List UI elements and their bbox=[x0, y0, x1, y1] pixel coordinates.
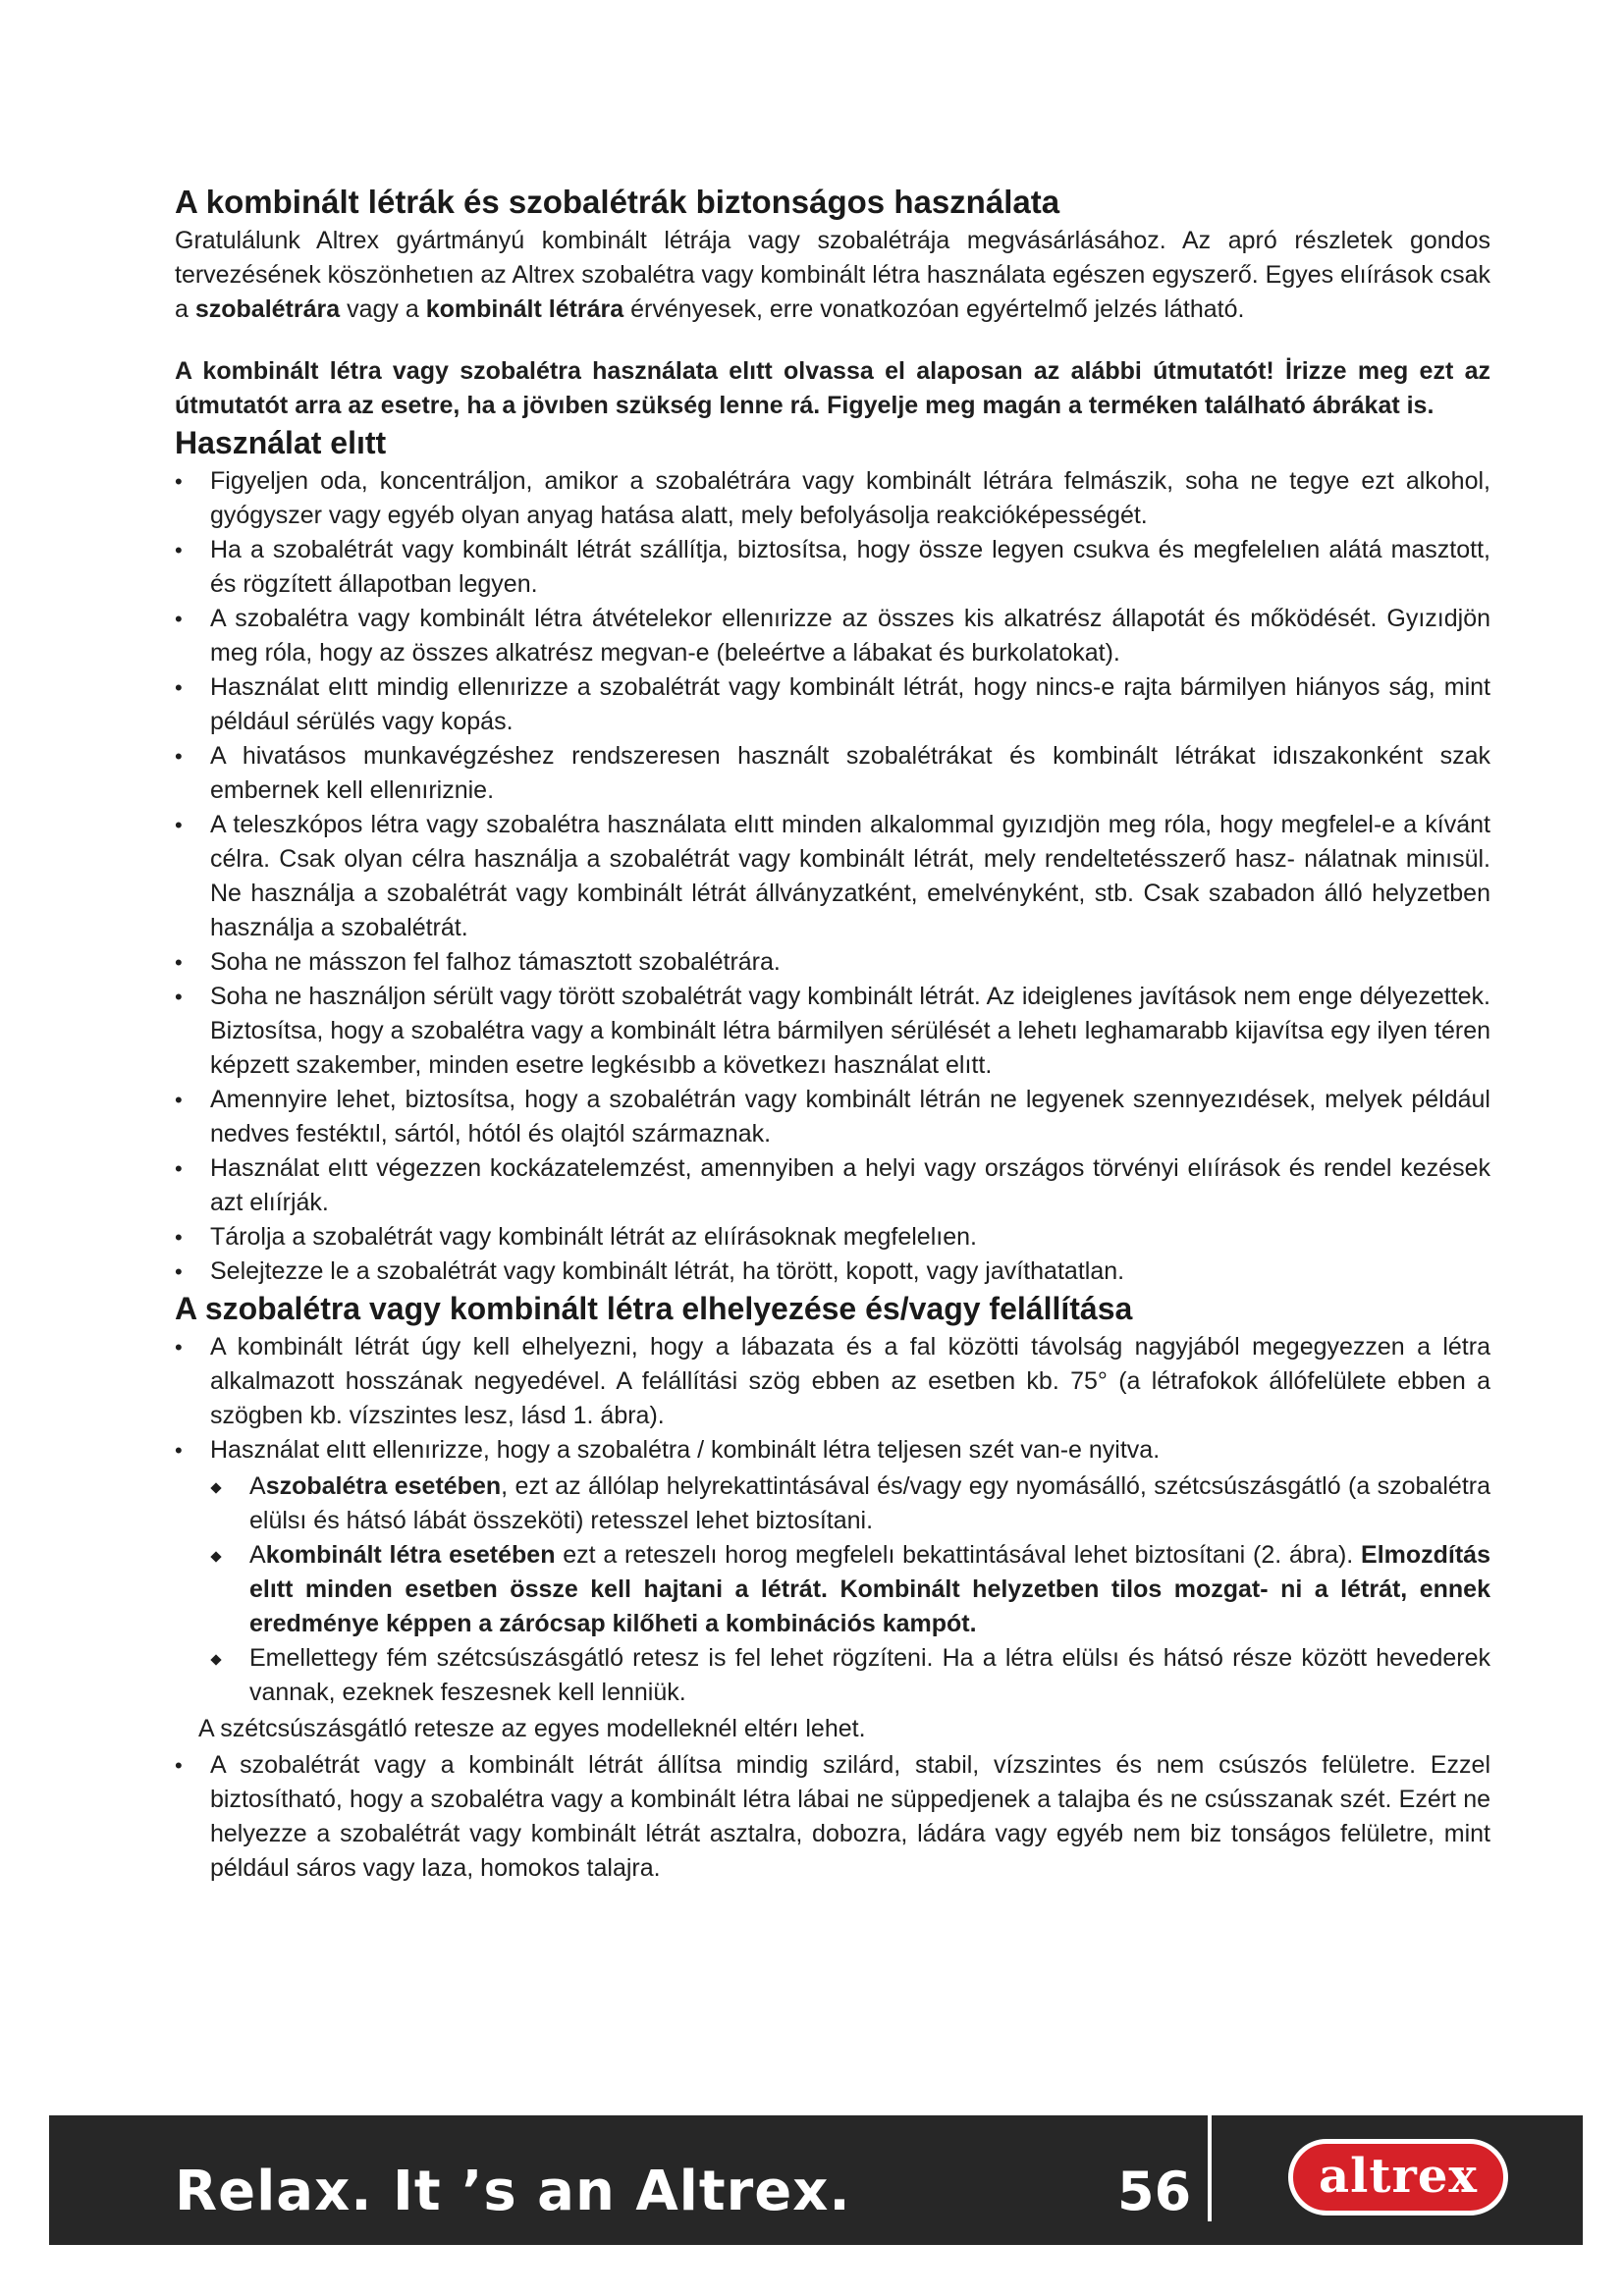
sub-item-bold: kombinált létra esetében bbox=[265, 1541, 556, 1569]
intro-text-end: érvényesek, erre vonatkozóan egyértelmő jelzés látható. bbox=[630, 295, 1245, 323]
list-item: • A teleszkópos létra vagy szobalétra használata elıtt minden alkalommal gyızıdjön meg róla, hogy megfelel-e a kívánt célra. Csak olyan célra használja a szobalétrát vagy kombinált létrát, mely rendeltetésszerő hasz- nálatnak minısül. Ne használja a szobalétrát vagy kombinált létrát állványzatként, emelvényként, stb. Csak szabadon álló helyzetben használja a szobalétrát. bbox=[175, 808, 1490, 945]
notice-paragraph: A kombinált létra vagy szobalétra használata elıtt olvassa el alaposan az alábbi útmutatót! İrizze meg ezt az útmutatót arra az esetre, ha a jövıben szükség lenne rá. Figyelje meg magán a terméken található ábrákat is. bbox=[175, 357, 1490, 419]
footer-divider bbox=[1208, 2115, 1212, 2221]
before-use-list bbox=[175, 464, 1490, 1289]
sub-item-prefix: A bbox=[249, 1472, 266, 1500]
altrex-logo bbox=[1288, 2139, 1508, 2216]
sub-item-text: , ezt az állólap helyrekattintásával és/vagy egy nyomásálló, szétcsúszásgátló (a szobalétra elülsı és hátsó lábát összeköti) retesszel lehet biztosítani. bbox=[249, 1472, 1490, 1534]
intro-text-mid: vagy a bbox=[347, 295, 419, 323]
sub-list-item bbox=[249, 1641, 1490, 1710]
list-item bbox=[175, 1433, 1490, 1468]
intro-paragraph bbox=[175, 224, 1490, 327]
page-number: 56 bbox=[1117, 2161, 1192, 2222]
footer-bar bbox=[49, 2115, 1583, 2245]
list-item: • A szobalétra vagy kombinált létra átvételekor ellenırizze az összes kis alkatrész állapotát és mőködését. Gyızıdjön meg róla, hogy az összes alkatrész megvan-e (beleértve a lábakat és burkolatokat). bbox=[175, 602, 1490, 670]
list-item: • Tárolja a szobalétrát vagy kombinált létrát az elıírásoknak megfelelıen. bbox=[175, 1220, 1490, 1255]
list-item: • A kombinált létrát úgy kell elhelyezni, hogy a lábazata és a fal közötti távolság nagyjából megegyezzen a létra alkalmazott hosszának negyedével. A felállítási szög ebben az esetben kb. 75° (a létrafokok állófelülete ebben a szögben kb. vízszintes lesz, lásd 1. ábra). bbox=[175, 1330, 1490, 1433]
placement-sub-list bbox=[175, 1469, 1490, 1710]
list-item: • Soha ne másszon fel falhoz támasztott szobalétrára. bbox=[175, 945, 1490, 980]
list-item: • Figyeljen oda, koncentráljon, amikor a szobalétrára vagy kombinált létrára felmászik, soha ne tegye ezt alkohol, gyógyszer vagy egyéb olyan anyag hatása alatt, mely befolyásolja reakcióképességét. bbox=[175, 464, 1490, 533]
sub-item-text: ezt a reteszelı horog megfelelı bekattintásával lehet biztosítani (2. ábra). bbox=[555, 1541, 1354, 1569]
sub-list-item bbox=[249, 1469, 1490, 1538]
list-item: • A hivatásos munkavégzéshez rendszeresen használt szobalétrákat és kombinált létrákat idıszakonként szak embernek kell ellenıriznie. bbox=[175, 739, 1490, 808]
logo-text: altrex bbox=[1319, 2149, 1478, 2204]
footer-slogan: Relax. It ’s an Altrex. bbox=[175, 2160, 851, 2223]
sub-item-bold: szobalétra esetében bbox=[265, 1472, 502, 1500]
page-title: A kombinált létrák és szobalétrák biztonságos használata bbox=[175, 184, 1060, 220]
diamond-bullet-icon bbox=[210, 1551, 221, 1562]
list-item: • Használat elıtt végezzen kockázatelemzést, amennyiben a helyi vagy országos törvényi elıírások és rendel kezések azt elıírják. bbox=[175, 1151, 1490, 1220]
list-item: • Soha ne használjon sérült vagy törött szobalétrát vagy kombinált létrát. Az ideiglenes javítások nem enge délyezettek. Biztosítsa, hogy a szobalétra vagy a kombinált létra bármilyen sérülését a lehetı leghamarabb kijavítsa egy ilyen téren képzett szakember, minden esetre legkésıbb a következı használat elıtt. bbox=[175, 980, 1490, 1083]
intro-text: Gratulálunk Altrex gyártmányú kombinált létrája vagy szobalétrája megvásárlásához. Az apró részletek gondos tervezésének köszönhetıen az Altrex szobalétra vagy kombinált létra használata egészen egyszerő. Egyes elıírások csak a bbox=[175, 227, 1490, 323]
list-item: • A szobalétrát vagy a kombinált létrát állítsa mindig szilárd, stabil, vízszintes és nem csúszós felületre. Ezzel biztosítható, hogy a szobalétra vagy a kombinált létra lábai ne süppedjenek a talajba és ne csússzanak szét. Ezért ne helyezze a szobalétrát vagy kombinált létrát asztalra, dobozra, ládára vagy egyéb nem biz tonságos felületre, mint például sáros vagy laza, homokos talajra. bbox=[175, 1748, 1490, 1886]
section-heading-placement: A szobalétra vagy kombinált létra elhelyezése és/vagy felállítása bbox=[175, 1291, 1133, 1326]
list-item: • Amennyire lehet, biztosítsa, hogy a szobalétrán vagy kombinált létrán ne legyenek szennyezıdések, melyek például nedves festéktıl, sártól, hótól és olajtól származnak. bbox=[175, 1083, 1490, 1151]
diamond-bullet-icon bbox=[210, 1654, 221, 1665]
section-heading-before-use: Használat elıtt bbox=[175, 425, 387, 460]
list-item: • Használat elıtt mindig ellenırizze a szobalétrát vagy kombinált létrát, hogy nincs-e rajta bármilyen hiányos ság, mint például sérülés vagy kopás. bbox=[175, 670, 1490, 739]
retention-note: A szétcsúszásgátló retesze az egyes modelleknél eltérı lehet. bbox=[198, 1715, 866, 1742]
intro-bold-stepladder: szobalétrára bbox=[194, 295, 341, 323]
list-item: • Ha a szobalétrát vagy kombinált létrát szállítja, biztosítsa, hogy össze legyen csukva és megfelelıen alátá masztott, és rögzített állapotban legyen. bbox=[175, 533, 1490, 602]
sub-item-bold-warning: Elmozdítás elıtt minden esetben össze kell hajtani a létrát. Kombinált helyzetben tilos mozgat- ni a létrát, ennek eredménye képpen a zárócsap kilőheti a kombinációs kampót. bbox=[249, 1541, 1490, 1637]
diamond-bullet-icon bbox=[210, 1482, 221, 1493]
placement-list-continued bbox=[175, 1748, 1490, 1886]
placement-list bbox=[175, 1330, 1490, 1468]
intro-bold-combiladder: kombinált létrára bbox=[425, 295, 624, 323]
page-content bbox=[175, 183, 1490, 1886]
list-item-text: Használat elıtt ellenırizze, hogy a szobalétra / kombinált létra teljesen szét van-e nyitva. bbox=[210, 1436, 1161, 1464]
sub-item-text: Emellettegy fém szétcsúszásgátló retesz is fel lehet rögzíteni. Ha a létra elülsı és hátsó része között hevederek vannak, ezeknek feszesnek kell lenniük. bbox=[249, 1644, 1490, 1706]
sub-list-item bbox=[249, 1538, 1490, 1641]
sub-item-prefix: A bbox=[249, 1541, 266, 1569]
list-item: • Selejtezze le a szobalétrát vagy kombinált létrát, ha törött, kopott, vagy javíthatatlan. bbox=[175, 1255, 1490, 1289]
